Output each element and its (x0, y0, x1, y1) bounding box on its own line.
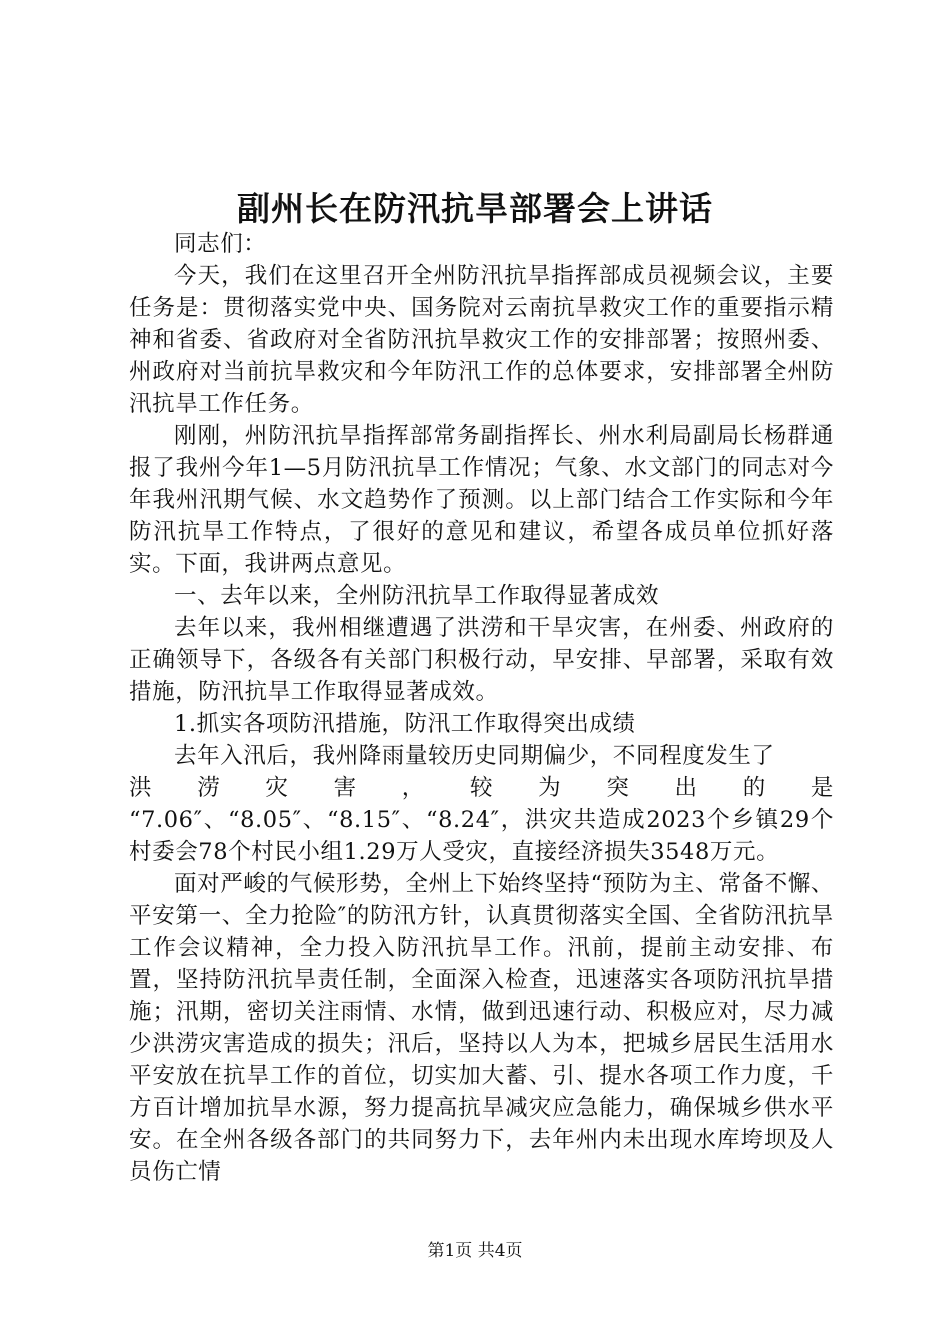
spread-char: 较 (469, 775, 494, 801)
spread-char: 的 (742, 775, 766, 801)
paragraph-flood-first-line: 去年入汛后，我州降雨量较历史同期偏少，不同程度发生了 (174, 743, 775, 769)
spread-char: 突 (606, 775, 630, 801)
spread-char: ， (401, 775, 425, 801)
paragraph-flood (129, 740, 834, 868)
spread-char: 洪 (129, 775, 153, 801)
spread-char: 灾 (265, 775, 289, 801)
document-title: 副州长在防汛抗旱部署会上讲话 (237, 189, 713, 228)
salutation: 同志们： (174, 231, 267, 257)
paragraph-achievements: 去年以来，我州相继遭遇了洪涝和干旱灾害，在州委、州政府的正确领导下，各级各有关部门积极行动，早安排、早部署，采取有效措施，防汛抗旱工作取得显著成效。 (129, 615, 834, 705)
paragraph-intro: 今天，我们在这里召开全州防汛抗旱指挥部成员视频会议，主要任务是：贯彻落实党中央、国务院对云南抗旱救灾工作的重要指示精神和省委、省政府对全省防汛抗旱救灾工作的安排部署；按照州委、州政府对当前抗旱救灾和今年防汛工作的总体要求，安排部署全州防汛抗旱工作任务。 (129, 263, 834, 417)
spread-char: 出 (674, 775, 698, 801)
page-number-footer: 第1页 共4页 (427, 1241, 523, 1261)
paragraph-briefing: 刚刚，州防汛抗旱指挥部常务副指挥长、州水利局副局长杨群通报了我州今年1—5月防汛抗旱工作情况；气象、水文部门的同志对今年我州汛期气候、水文趋势作了预测。以上部门结合工作实际和今年防汛抗旱工作特点，了很好的意见和建议，希望各成员单位抓好落实。下面，我讲两点意见。 (129, 423, 834, 577)
section-heading-1: 一、去年以来，全州防汛抗旱工作取得显著成效 (174, 583, 660, 609)
paragraph-flood-rest: “7.06″、“8.05″、“8.15″、“8.24″，洪灾共造成2023个乡镇29个村委会78个村民小组1.29万人受灾，直接经济损失3548万元。 (129, 807, 834, 865)
spread-char: 害 (333, 775, 357, 801)
subsection-heading-1: 1.抓实各项防汛措施，防汛工作取得突出成绩 (174, 711, 636, 737)
document-body (129, 228, 834, 1188)
spread-char: 是 (810, 775, 834, 801)
spread-char: 为 (538, 775, 562, 801)
paragraph-flood-spread-line (129, 772, 834, 804)
spread-char: 涝 (197, 775, 221, 801)
paragraph-response: 面对严峻的气候形势，全州上下始终坚持“预防为主、常备不懈、平安第一、全力抢险″的防汛方针，认真贯彻落实全国、全省防汛抗旱工作会议精神，全力投入防汛抗旱工作。汛前，提前主动安排、布置，坚持防汛抗旱责任制，全面深入检查，迅速落实各项防汛抗旱措施；汛期，密切关注雨情、水情，做到迅速行动、积极应对，尽力减少洪涝灾害造成的损失；汛后，坚持以人为本，把城乡居民生活用水平安放在抗旱工作的首位，切实加大蓄、引、提水各项工作力度，千方百计增加抗旱水源，努力提高抗旱减灾应急能力，确保城乡供水平安。在全州各级各部门的共同努力下，去年州内未出现水库垮坝及人员伤亡情 (129, 871, 834, 1185)
